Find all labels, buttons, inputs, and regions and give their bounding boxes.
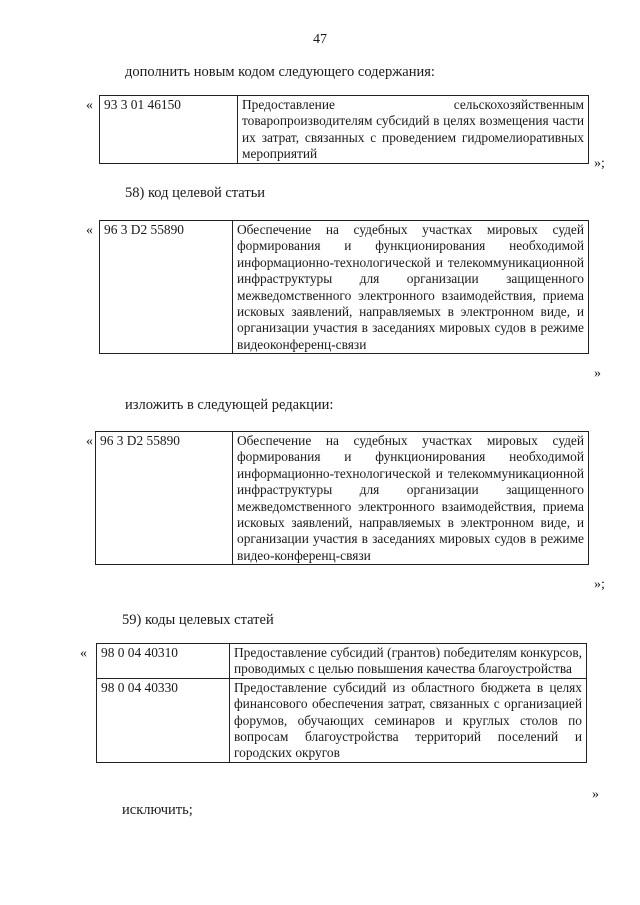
close-quote: »	[594, 366, 601, 381]
table-row	[100, 221, 589, 354]
code-description: Предоставление субсидий из областного бюджета в целях финансового обеспечения затрат, связанных с организацией форумов, обучающих семинаров и круглых столов по вопросам благоустройства территорий поселений и городских округов	[230, 678, 587, 762]
heading-58: 58) код целевой статьи	[125, 185, 266, 201]
budget-code: 98 0 04 40330	[97, 678, 230, 762]
budget-code: 96 3 D2 55890	[96, 432, 233, 565]
open-quote: «	[86, 434, 93, 449]
close-quote: »;	[594, 577, 605, 592]
table-row	[96, 432, 589, 565]
code-table-new	[99, 95, 589, 164]
code-description: Обеспечение на судебных участках мировых судей формирования и функционирования необходимой информационно-технологической и телекоммуникационной инфраструктуры для организации защищенного межведомственного электронного взаимодействия, приема исковых заявлений, направляемых в электронном виде, и организации участия в заседаниях мировых судов в режиме видео-конференц-связи	[233, 432, 589, 565]
code-description: Предоставление субсидий (грантов) победителям конкурсов, проводимых с целью повышения качества благоустройства	[230, 644, 587, 679]
code-description: Предоставление сельскохозяйственным товаропроизводителям субсидий в целях возмещения части их затрат, связанных с проведением гидромелиоративных мероприятий	[238, 96, 589, 164]
heading-59: 59) коды целевых статей	[122, 612, 274, 628]
code-table-old	[99, 220, 589, 354]
open-quote: «	[80, 646, 87, 661]
table-row	[97, 678, 587, 762]
code-table-excluded	[96, 643, 587, 763]
budget-code: 96 3 D2 55890	[100, 221, 233, 354]
table-row	[97, 644, 587, 679]
intro-text: дополнить новым кодом следующего содержания:	[125, 64, 435, 80]
budget-code: 93 3 01 46150	[100, 96, 238, 164]
code-description: Обеспечение на судебных участках мировых судей формирования и функционирования необходимой информационно-технологической и телекоммуникационной инфраструктуры для организации защищенного межведомственного электронного взаимодействия, приема исковых заявлений, направляемых в электронном виде, и организации участия в заседаниях мировых судов в режиме видеоконференц-связи	[233, 221, 589, 354]
edit-instruction: изложить в следующей редакции:	[125, 397, 334, 413]
open-quote: «	[86, 223, 93, 238]
close-quote: »	[592, 787, 599, 802]
close-quote: »;	[594, 156, 605, 171]
exclude-instruction: исключить;	[122, 802, 193, 818]
table-row	[100, 96, 589, 164]
budget-code: 98 0 04 40310	[97, 644, 230, 679]
open-quote: «	[86, 98, 93, 113]
code-table-revised	[95, 431, 589, 565]
page-number: 47	[313, 32, 327, 47]
